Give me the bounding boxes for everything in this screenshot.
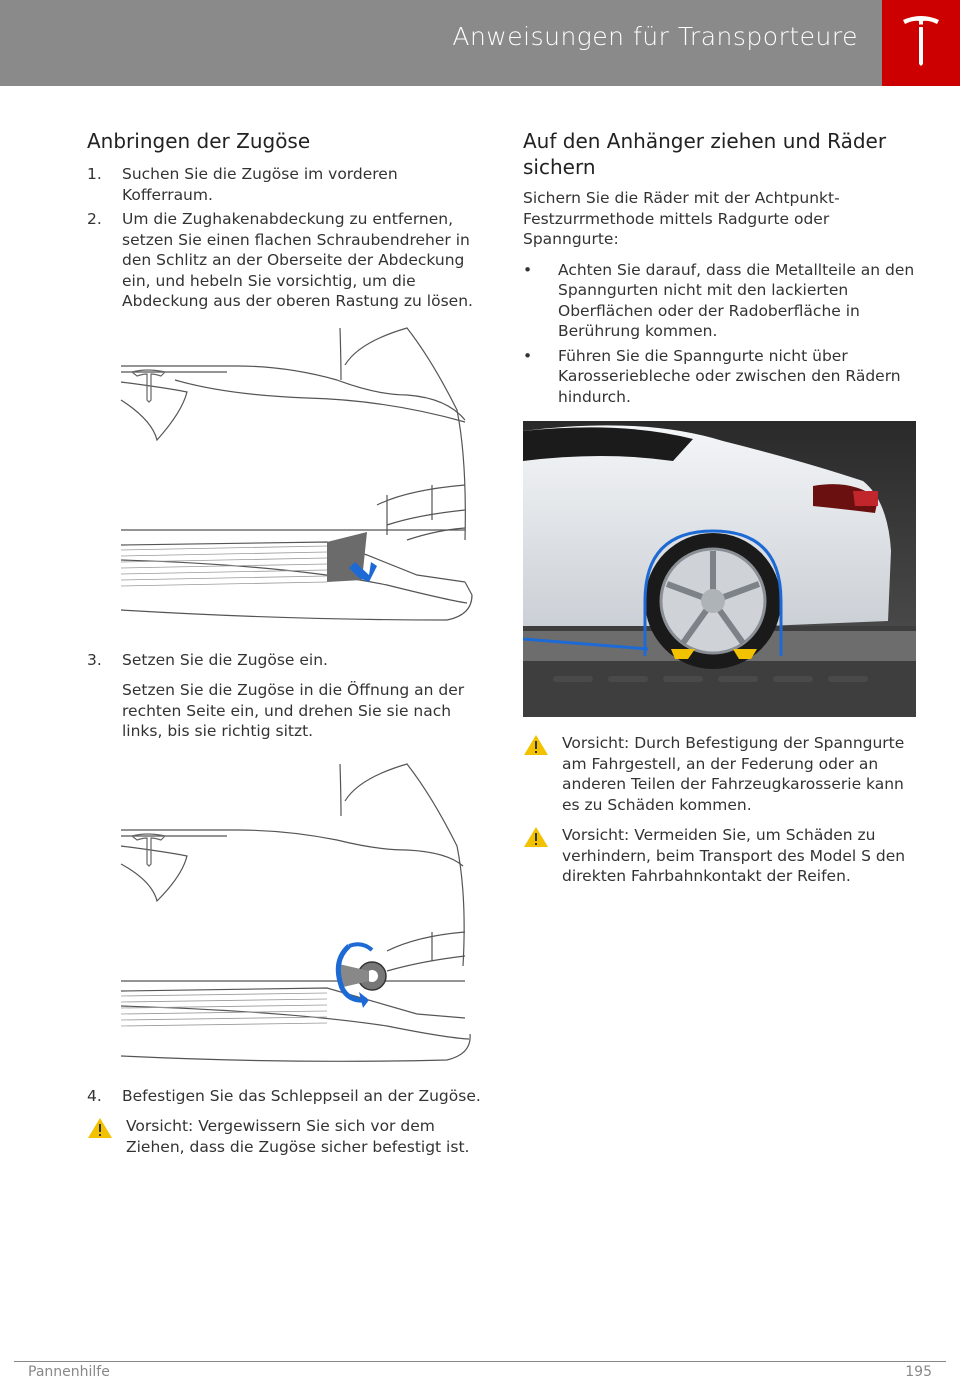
step-4 — [87, 1086, 482, 1107]
caution-note — [523, 825, 918, 887]
step-3-detail: Setzen Sie die Zugöse in die Öffnung an der rechten Seite ein, und drehen Sie sie nach links, bis sie richtig sitzt. — [122, 681, 465, 740]
tesla-logo-icon — [901, 14, 941, 66]
left-column — [87, 128, 482, 1157]
intro-text: Sichern Sie die Räder mit der Achtpunkt-Festzurrmethode mittels Radgurte oder Spanngurte: — [523, 189, 840, 248]
bullet-text: Führen Sie die Spanngurte nicht über Karosseriebleche oder zwischen den Rädern hindurch. — [558, 346, 901, 406]
caution-text: Vorsicht: Vergewissern Sie sich vor dem Ziehen, dass die Zugöse sicher befestigt ist. — [126, 1117, 470, 1156]
step-2 — [87, 209, 482, 312]
bumper-cover-illustration — [87, 320, 482, 630]
bullet-icon: • — [523, 260, 533, 279]
footer-section: Pannenhilfe — [28, 1364, 110, 1380]
page-header — [0, 0, 960, 86]
header-title: Anweisungen für Transporteure — [452, 22, 858, 51]
footer-page-number: 195 — [905, 1364, 932, 1380]
step-number: 3. — [87, 650, 102, 669]
step-3 — [87, 650, 482, 671]
step-1 — [87, 164, 482, 205]
caution-note — [523, 733, 918, 815]
bullet-item — [523, 346, 918, 408]
step-number: 2. — [87, 210, 102, 228]
warning-icon — [523, 826, 549, 848]
left-heading: Anbringen der Zugöse — [87, 129, 311, 153]
bullet-text: Achten Sie darauf, dass die Metallteile an den Spanngurten nicht mit den lackierten Oberflächen oder der Radoberfläche in Berührung kommen. — [558, 260, 915, 340]
warning-icon — [523, 734, 549, 756]
caution-text: Vorsicht: Durch Befestigung der Spanngurte am Fahrgestell, an der Federung oder an anderen Teilen der Fahrzeugkarosserie kann es zu Schäden kommen. — [562, 734, 905, 814]
warning-icon — [87, 1117, 113, 1139]
tesla-logo-box — [882, 0, 960, 86]
step-text: Um die Zughakenabdeckung zu entfernen, setzen Sie einen flachen Schraubendreher in den Schlitz an der Oberseite der Abdeckung ein, und hebeln Sie vorsichtig, um die Abdeckung aus der oberen Rastung zu lösen. — [122, 210, 473, 310]
step-text: Suchen Sie die Zugöse im vorderen Kofferraum. — [122, 165, 398, 204]
right-heading: Auf den Anhänger ziehen und Räder sichern — [523, 129, 887, 179]
caution-note — [87, 1116, 482, 1157]
bullet-icon: • — [523, 346, 533, 365]
bullet-item — [523, 260, 918, 342]
footer-divider — [14, 1361, 946, 1362]
trailer-wheel-photo — [523, 421, 916, 717]
tow-eye-illustration — [87, 756, 482, 1066]
step-number: 1. — [87, 165, 102, 183]
caution-text: Vorsicht: Vermeiden Sie, um Schäden zu verhindern, beim Transport des Model S den direkten Fahrbahnkontakt der Reifen. — [562, 826, 906, 885]
right-column — [523, 128, 918, 887]
step-text: Befestigen Sie das Schleppseil an der Zugöse. — [122, 1086, 481, 1105]
step-number: 4. — [87, 1086, 102, 1105]
step-text: Setzen Sie die Zugöse ein. — [122, 650, 328, 669]
